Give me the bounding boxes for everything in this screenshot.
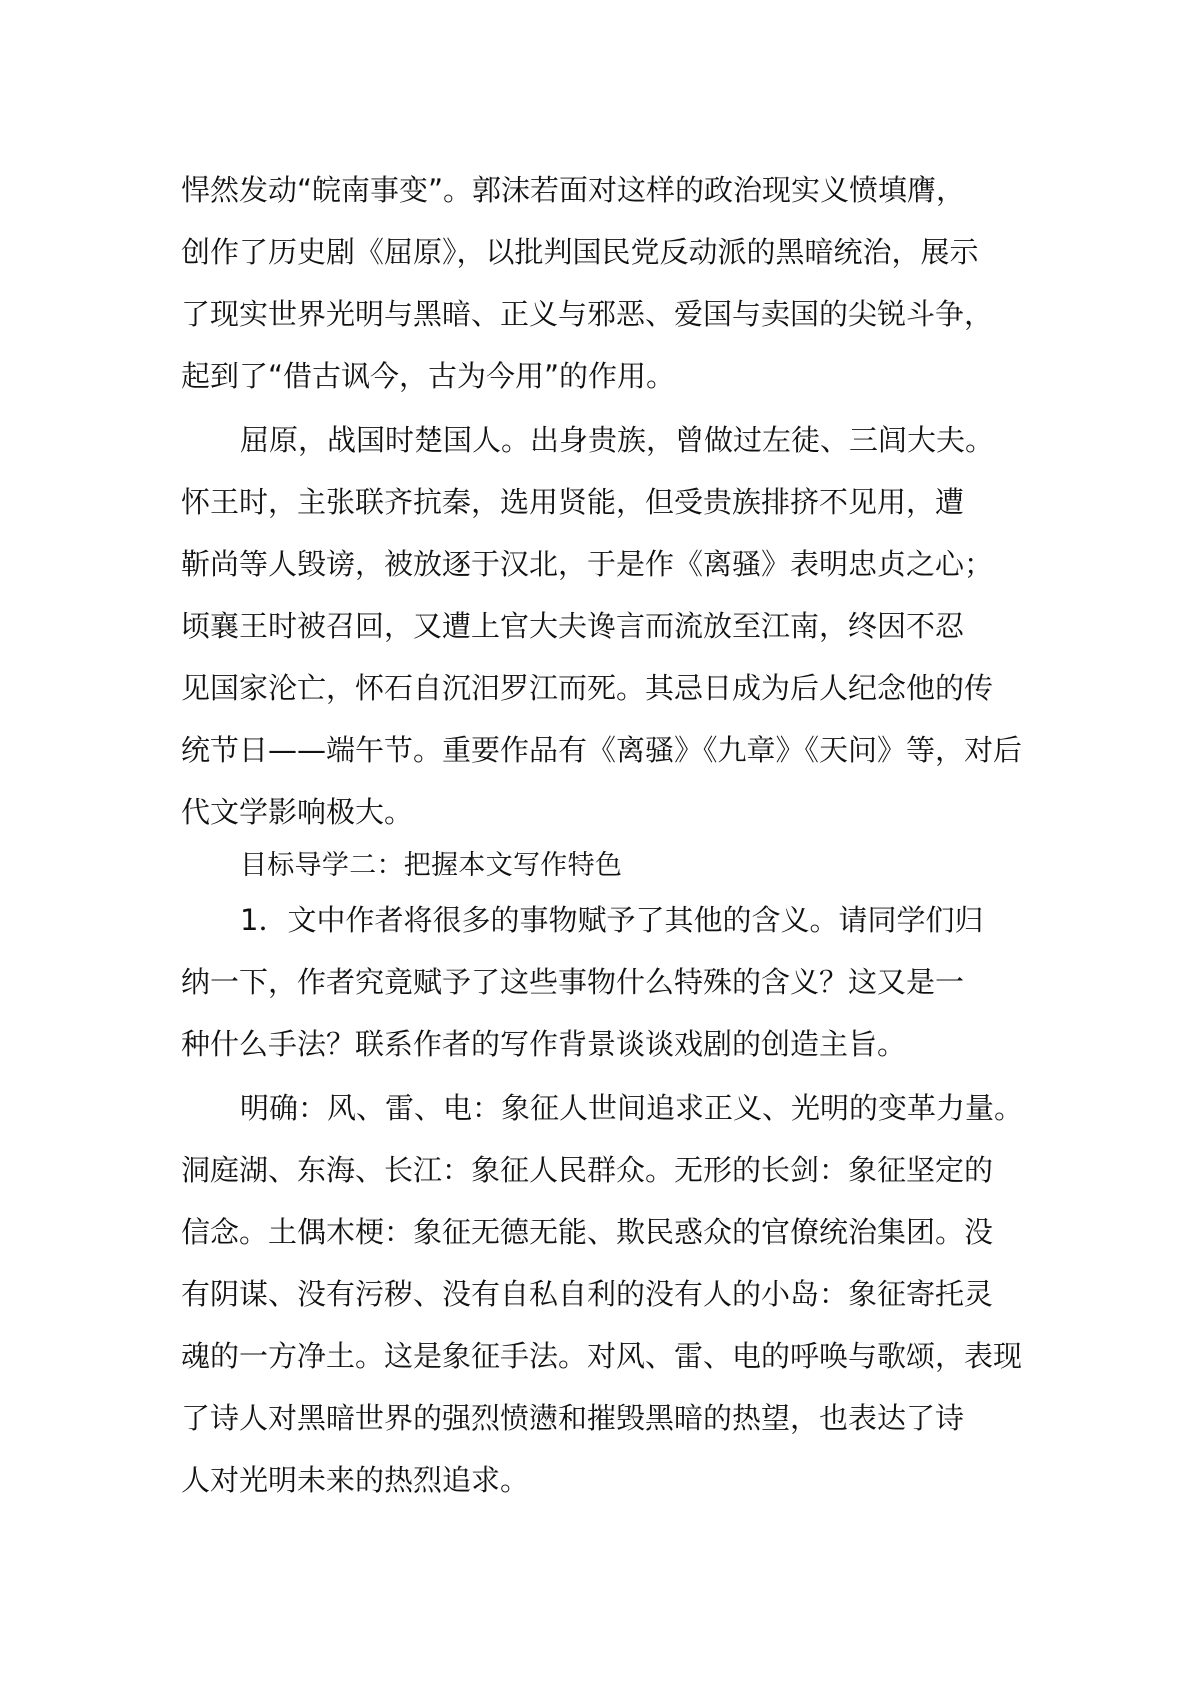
paragraph-first-line: 明确：风、雷、电：象征人世间追求正义、光明的变革力量。 — [240, 1091, 1024, 1125]
text-line: 靳尚等人毁谤，被放逐于汉北，于是作《离骚》表明忠贞之心； — [181, 547, 994, 581]
paragraph-first-line: 屈原，战国时楚国人。出身贵族，曾做过左徒、三闾大夫。 — [240, 423, 995, 457]
text-line: 了现实世界光明与黑暗、正义与邪恶、爱国与卖国的尖锐斗争， — [181, 297, 994, 331]
text-line: 怀王时，主张联齐抗秦，选用贤能，但受贵族排挤不见用，遭 — [181, 485, 965, 519]
text-line: 创作了历史剧《屈原》，以批判国民党反动派的黑暗统治，展示 — [181, 235, 979, 269]
text-line: 魂的一方净土。这是象征手法。对风、雷、电的呼唤与歌颂，表现 — [181, 1339, 1023, 1373]
text-line: 洞庭湖、东海、长江：象征人民群众。无形的长剑：象征坚定的 — [181, 1153, 994, 1187]
text-line: 顷襄王时被召回，又遭上官大夫谗言而流放至江南，终因不忍 — [181, 609, 965, 643]
text-line: 统节日——端午节。重要作品有《离骚》《九章》《天问》等，对后 — [181, 733, 1023, 767]
paragraph-first-line: 1．文中作者将很多的事物赋予了其他的含义。请同学们归 — [240, 903, 984, 937]
text-line: 见国家沦亡，怀石自沉汨罗江而死。其忌日成为后人纪念他的传 — [181, 671, 994, 705]
text-line: 起到了“借古讽今，古为今用”的作用。 — [181, 359, 676, 393]
text-line: 悍然发动“皖南事变”。郭沫若面对这样的政治现实义愤填膺， — [181, 173, 966, 207]
text-line: 人对光明未来的热烈追求。 — [181, 1463, 530, 1497]
text-line: 代文学影响极大。 — [181, 795, 414, 829]
text-line: 信念。土偶木梗：象征无德无能、欺民惑众的官僚统治集团。没 — [181, 1215, 994, 1249]
text-line: 了诗人对黑暗世界的强烈愤懑和摧毁黑暗的热望，也表达了诗 — [181, 1401, 965, 1435]
text-line: 种什么手法？联系作者的写作背景谈谈戏剧的创造主旨。 — [181, 1027, 907, 1061]
section-heading: 目标导学二：把握本文写作特色 — [240, 850, 623, 881]
text-line: 有阴谋、没有污秽、没有自私自利的没有人的小岛：象征寄托灵 — [181, 1277, 994, 1311]
text-line: 纳一下，作者究竟赋予了这些事物什么特殊的含义？这又是一 — [181, 965, 965, 999]
